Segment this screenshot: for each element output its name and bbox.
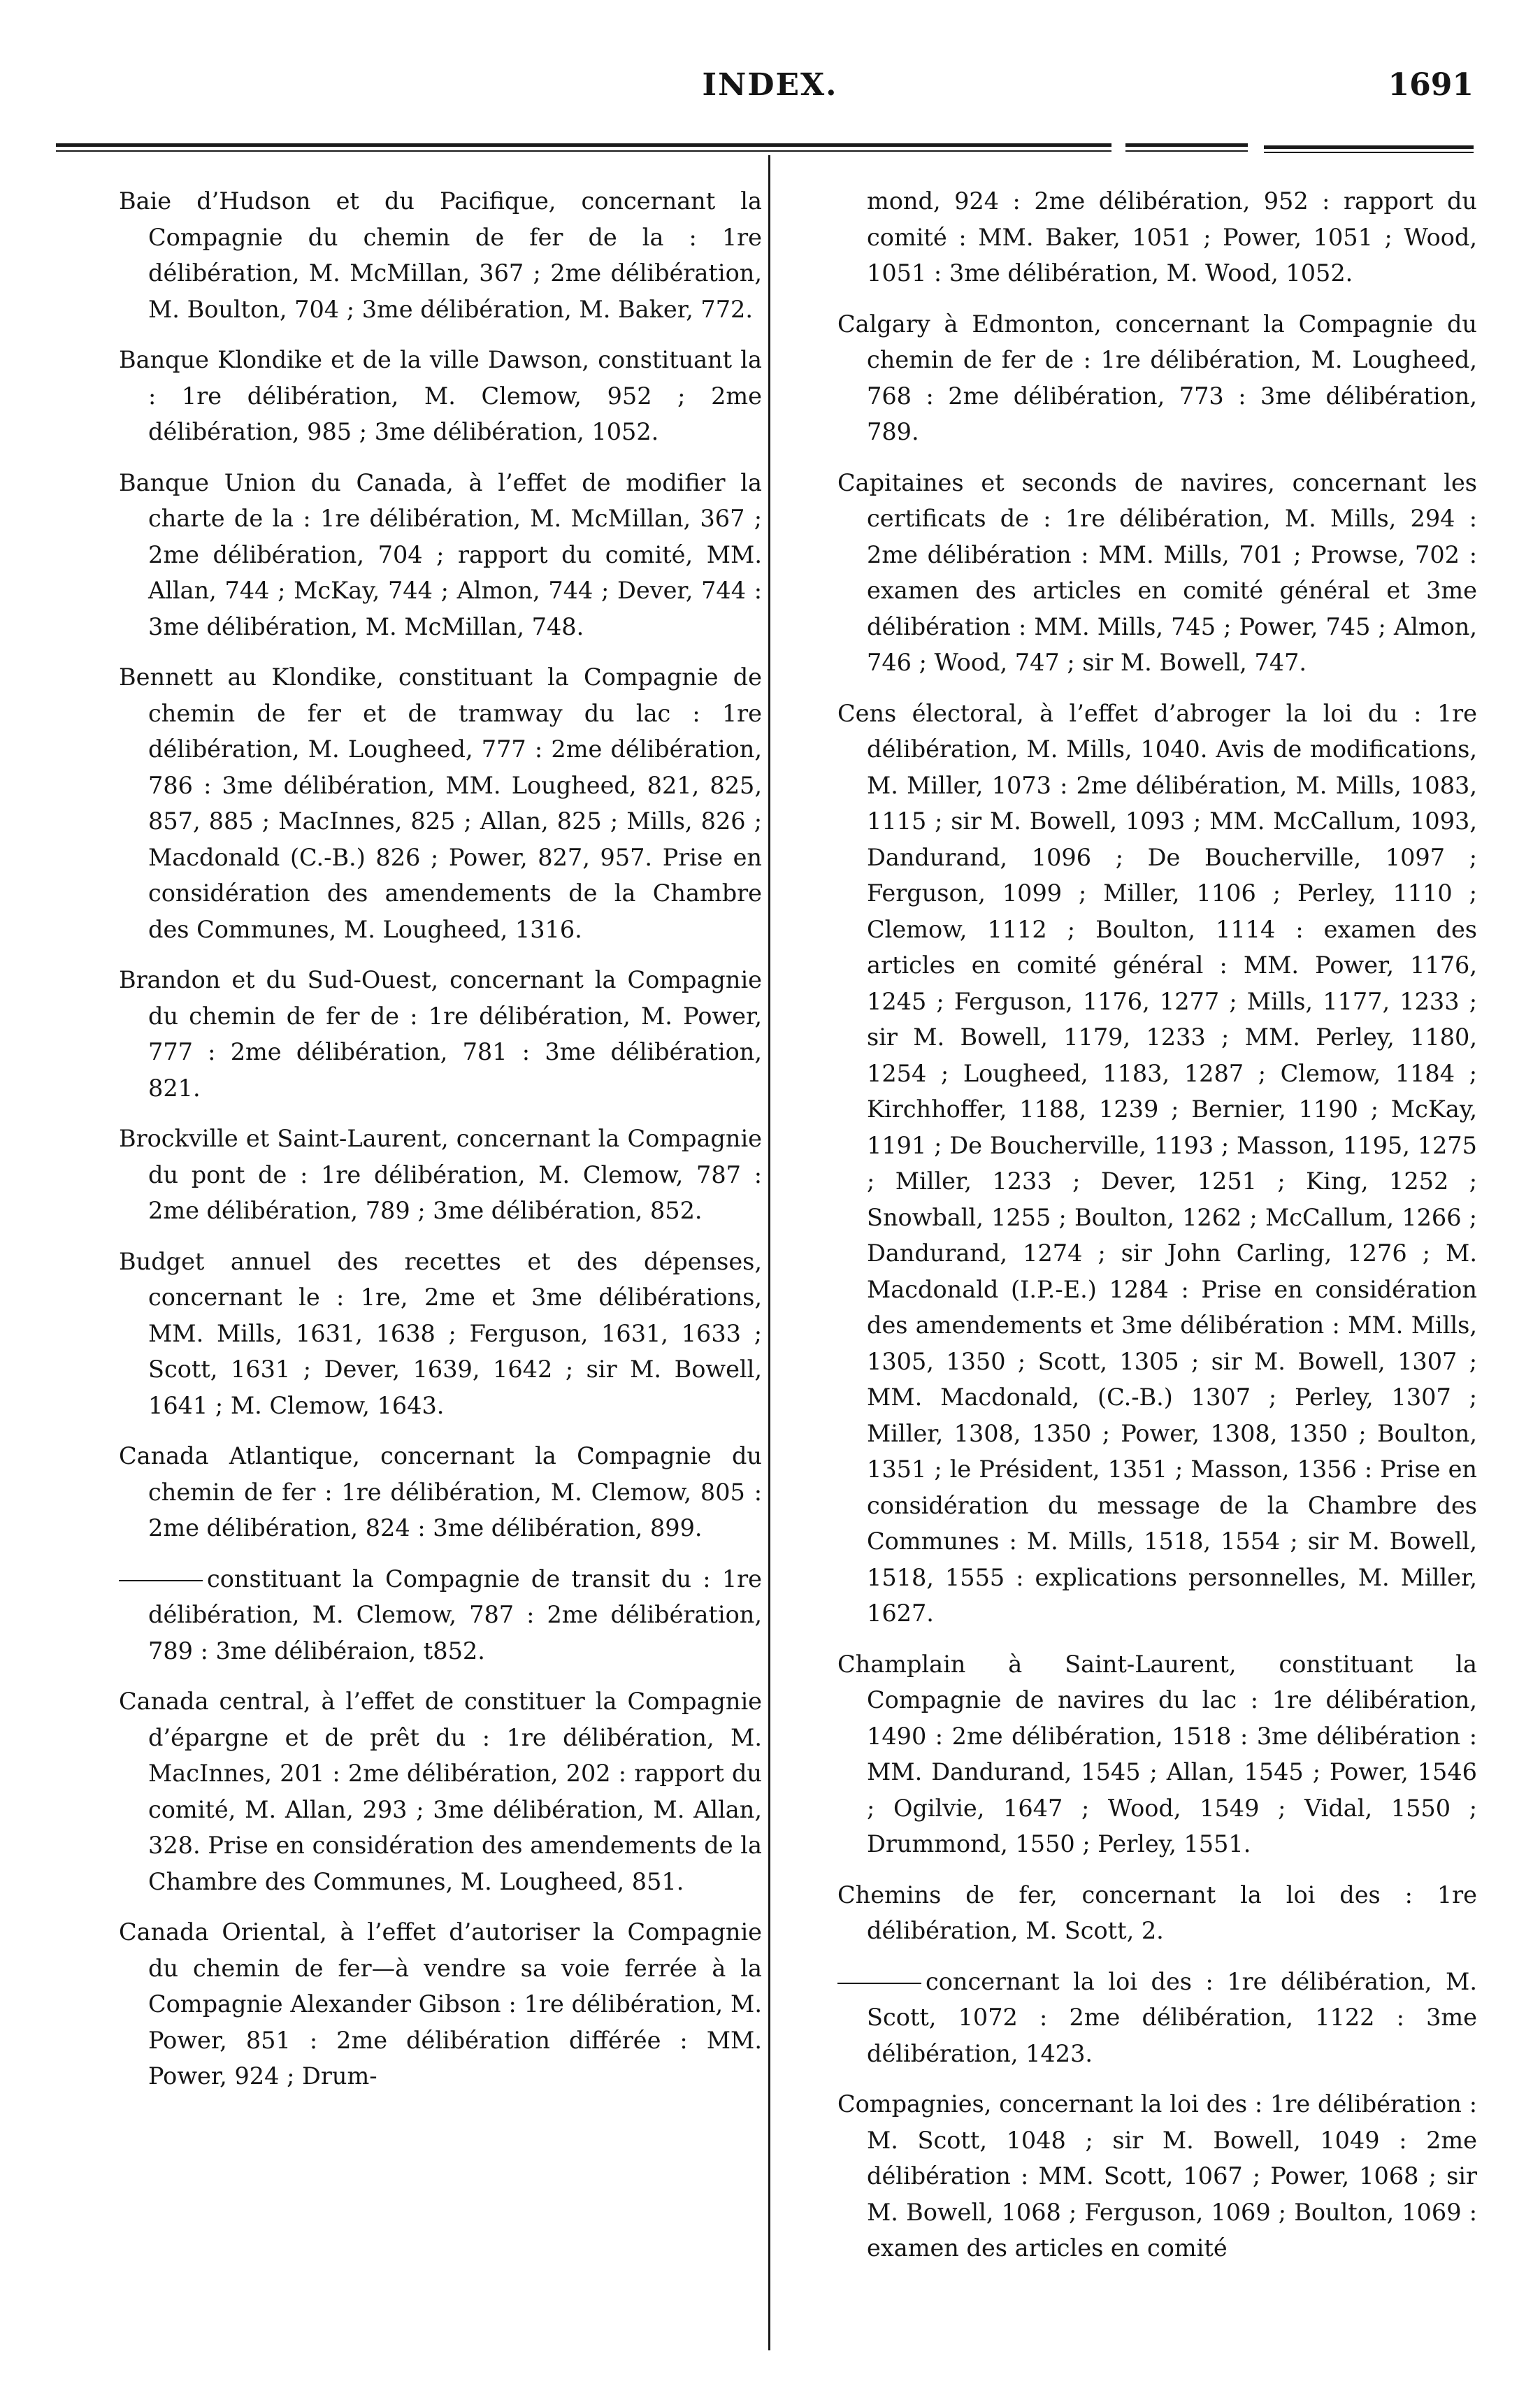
index-entry-text: Capitaines et seconds de navires, concernant les certificats de : 1re délibération, M. Mills, 294 : 2me délibération : MM. Mills, 701 ; Prowse, 702 : examen des articles en comité général et 3me délibération : MM. Mills, 745 ; Power, 745 ; Almon, 746 ; Wood, 747 ; sir M. Bowell, 747. xyxy=(837,468,1477,676)
index-entry xyxy=(837,1877,1477,1949)
header-rule-mid-thin xyxy=(1125,150,1248,152)
index-entry-text: Chemins de fer, concernant la loi des : 1re délibération, M. Scott, 2. xyxy=(837,1881,1477,1944)
index-entry xyxy=(119,1438,762,1546)
index-entry-text: Compagnies, concernant la loi des : 1re délibération : M. Scott, 1048 ; sir M. Bowell, 1049 : 2me délibération : MM. Scott, 1067 ; Power, 1068 ; sir M. Bowell, 1068 ; Ferguson, 1069 ; Boulton, 1069 : examen des articles en comité xyxy=(837,2090,1477,2262)
index-entry xyxy=(837,465,1477,681)
index-entry xyxy=(119,342,762,450)
column-divider xyxy=(768,155,770,2350)
index-entry-text: Cens électoral, à l’effet d’abroger la loi du : 1re délibération, M. Mills, 1040. Avis de modifications, M. Miller, 1073 : 2me délibération, M. Mills, 1083, 1115 ; sir M. Bowell, 1093 ; MM. McCallum, 1093, Dandurand, 1096 ; De Boucherville, 1097 ; Ferguson, 1099 ; Miller, 1106 ; Perley, 1110 ; Clemow, 1112 ; Boulton, 1114 : examen des articles en comité général : MM. Power, 1176, 1245 ; Ferguson, 1176, 1277 ; Mills, 1177, 1233 ; sir M. Bowell, 1179, 1233 ; MM. Perley, 1180, 1254 ; Lougheed, 1183, 1287 ; Clemow, 1184 ; Kirchhoffer, 1188, 1239 ; Bernier, 1190 ; McKay, 1191 ; De Boucherville, 1193 ; Masson, 1195, 1275 ; Miller, 1233 ; Dever, 1251 ; King, 1252 ; Snowball, 1255 ; Boulton, 1262 ; McCallum, 1266 ; Dandurand, 1274 ; sir John Carling, 1276 ; M. Macdonald (I.P.-E.) 1284 : Prise en considération des amendements et 3me délibération : MM. Mills, 1305, 1350 ; Scott, 1305 ; sir M. Bowell, 1307 ; MM. Macdonald, (C.-B.) 1307 ; Perley, 1307 ; Miller, 1308, 1350 ; Power, 1308, 1350 ; Boulton, 1351 ; le Président, 1351 ; Masson, 1356 : Prise en considération du message de la Chambre des Communes : M. Mills, 1518, 1554 ; sir M. Bowell, 1518, 1555 : explications personnelles, M. Miller, 1627. xyxy=(837,699,1477,1627)
header-rule-short xyxy=(1264,145,1474,149)
index-entry xyxy=(119,1244,762,1424)
index-entry xyxy=(837,183,1477,292)
index-entry xyxy=(837,1964,1477,2072)
header-rule-mid xyxy=(1125,143,1248,147)
page-number: 1691 xyxy=(1388,67,1474,103)
index-entry-text: constituant la Compagnie de transit du : 1re délibération, M. Clemow, 787 : 2me délibération, 789 : 3me délibéraion, t852. xyxy=(148,1565,762,1665)
index-entry xyxy=(837,696,1477,1632)
index-entry-text: Canada Oriental, à l’effet d’autoriser la Compagnie du chemin de fer—à vendre sa voie ferrée à la Compagnie Alexander Gibson : 1re délibération, M. Power, 851 : 2me délibération différée : MM. Power, 924 ; Drum- xyxy=(119,1918,762,2090)
index-entry xyxy=(119,1683,762,1899)
index-entry-text: Canada Atlantique, concernant la Compagnie du chemin de fer : 1re délibération, M. Clemow, 805 : 2me délibération, 824 : 3me délibération, 899. xyxy=(119,1442,762,1542)
index-entry-text: Banque Union du Canada, à l’effet de modifier la charte de la : 1re délibération, M. McMillan, 367 ; 2me délibération, 704 ; rapport du comité, MM. Allan, 744 ; McKay, 744 ; Almon, 744 ; Dever, 744 : 3me délibération, M. McMillan, 748. xyxy=(119,468,762,640)
page-title: INDEX. xyxy=(702,67,838,103)
index-entry xyxy=(119,962,762,1106)
ditto-dash xyxy=(119,1580,203,1581)
index-column-right xyxy=(837,183,1477,2281)
index-entry-text: Champlain à Saint-Laurent, constituant la Compagnie de navires du lac : 1re délibération, 1490 : 2me délibération, 1518 : 3me délibération : MM. Dandurand, 1545 ; Allan, 1545 ; Power, 1546 ; Ogilvie, 1647 ; Wood, 1549 ; Vidal, 1550 ; Drummond, 1550 ; Perley, 1551. xyxy=(837,1650,1477,1858)
index-entry xyxy=(119,183,762,327)
index-entry xyxy=(119,465,762,645)
index-entry xyxy=(837,2086,1477,2266)
index-entry-text: Calgary à Edmonton, concernant la Compagnie du chemin de fer de : 1re délibération, M. Lougheed, 768 : 2me délibération, 773 : 3me délibération, 789. xyxy=(837,310,1477,445)
index-entry-text: Bennett au Klondike, constituant la Compagnie de chemin de fer et de tramway du lac : 1re délibération, M. Lougheed, 777 : 2me délibération, 786 : 3me délibération, MM. Lougheed, 821, 825, 857, 885 ; MacInnes, 825 ; Allan, 825 ; Mills, 826 ; Macdonald (C.-B.) 826 ; Power, 827, 957. Prise en considération des amendements de la Chambre des Communes, M. Lougheed, 1316. xyxy=(119,663,762,943)
index-entry-text: Baie d’Hudson et du Pacifique, concernant la Compagnie du chemin de fer de la : 1re délibération, M. McMillan, 367 ; 2me délibération, M. Boulton, 704 ; 3me délibération, M. Baker, 772. xyxy=(119,187,762,323)
index-entry-text: Brandon et du Sud-Ouest, concernant la Compagnie du chemin de fer de : 1re délibération, M. Power, 777 : 2me délibération, 781 : 3me délibération, 821. xyxy=(119,966,762,1102)
index-entry xyxy=(837,1646,1477,1862)
index-entry-text: mond, 924 : 2me délibération, 952 : rapport du comité : MM. Baker, 1051 ; Power, 1051 ; Wood, 1051 : 3me délibération, M. Wood, 1052. xyxy=(867,187,1477,287)
ditto-dash xyxy=(837,1983,921,1984)
header-rule-long xyxy=(56,143,1111,147)
index-entry-text: Banque Klondike et de la ville Dawson, constituant la : 1re délibération, M. Clemow, 952 ; 2me délibération, 985 ; 3me délibération, 1052. xyxy=(119,346,762,445)
page-header xyxy=(0,67,1540,116)
index-entry xyxy=(119,1121,762,1229)
header-rule-short-thin xyxy=(1264,152,1474,153)
index-entry-text: concernant la loi des : 1re délibération, M. Scott, 1072 : 2me délibération, 1122 : 3me délibération, 1423. xyxy=(867,1967,1477,2067)
index-entry xyxy=(119,1561,762,1669)
index-column-left xyxy=(119,183,762,2109)
header-rule-long-thin xyxy=(56,150,1111,152)
index-entry xyxy=(119,659,762,947)
index-entry xyxy=(119,1914,762,2094)
index-entry-text: Budget annuel des recettes et des dépenses, concernant le : 1re, 2me et 3me délibérations, MM. Mills, 1631, 1638 ; Ferguson, 1631, 1633 ; Scott, 1631 ; Dever, 1639, 1642 ; sir M. Bowell, 1641 ; M. Clemow, 1643. xyxy=(119,1247,762,1419)
index-entry xyxy=(837,306,1477,450)
index-entry-text: Brockville et Saint-Laurent, concernant la Compagnie du pont de : 1re délibération, M. Clemow, 787 : 2me délibération, 789 ; 3me délibération, 852. xyxy=(119,1125,762,1224)
index-entry-text: Canada central, à l’effet de constituer la Compagnie d’épargne et de prêt du : 1re délibération, M. MacInnes, 201 : 2me délibération, 202 : rapport du comité, M. Allan, 293 ; 3me délibération, M. Allan, 328. Prise en considération des amendements de la Chambre des Communes, M. Lougheed, 851. xyxy=(119,1688,762,1895)
